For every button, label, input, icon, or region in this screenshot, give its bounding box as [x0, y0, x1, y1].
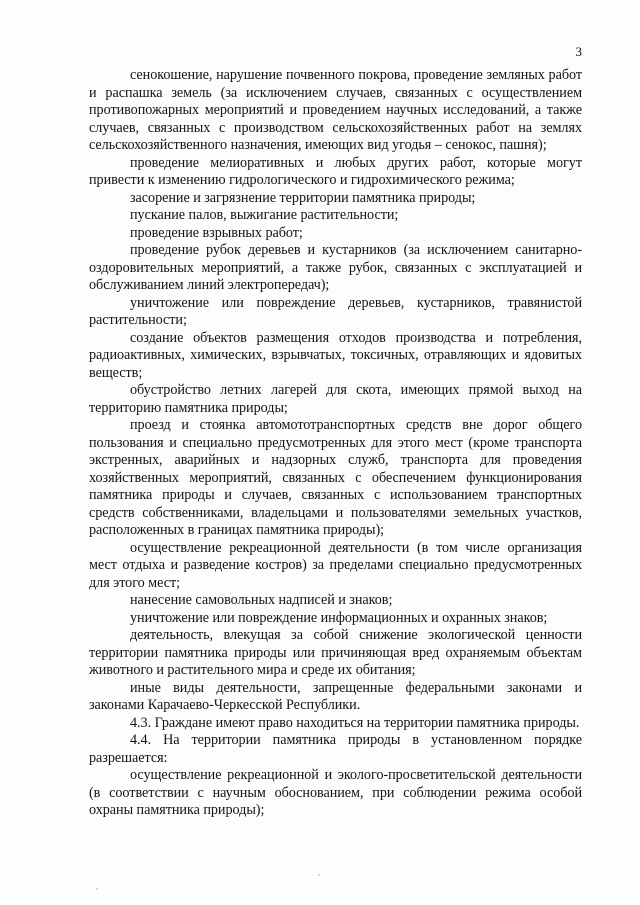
paragraph-prohibited-logging: проведение рубок деревьев и кустарников (за исключением санитарно-оздоровительных мероприятий, а также рубок, связанных с эксплуатацией и обслуживанием линий электропередач);: [89, 242, 582, 293]
paragraph-prohibited-harmful-activity: деятельность, влекущая за собой снижение экологической ценности территории памятника природы или причиняющая вред охраняемым объектам животного и растительного мира и среде их обитания;: [89, 627, 582, 678]
paragraph-prohibited-vegetation-damage: уничтожение или повреждение деревьев, кустарников, травянистой растительности;: [89, 294, 582, 328]
paragraph-prohibited-blasting: проведение взрывных работ;: [130, 224, 303, 241]
paragraph-prohibited-waste-sites: создание объектов размещения отходов производства и потребления, радиоактивных, химических, взрывчатых, токсичных, отравляющих и ядовитых веществ;: [89, 329, 582, 381]
paragraph-permitted-recreation: осуществление рекреационной и эколого-просветительской деятельности (в соответствии с научным обоснованием, при соблюдении режима особой охраны памятника природы);: [89, 767, 582, 818]
paragraph-prohibited-littering: засорение и загрязнение территории памятника природы;: [130, 189, 476, 206]
paragraph-clause-4-4: 4.4. На территории памятника природы в установленном порядке разрешается:: [89, 732, 582, 766]
paragraph-prohibited-livestock-camps: обустройство летних лагерей для скота, имеющих прямой выход на территорию памятника природы;: [89, 382, 582, 416]
paragraph-prohibited-melioration: проведение мелиоративных и любых других работ, которые могут привести к изменению гидрологического и гидрохимического режима;: [89, 154, 582, 188]
paragraph-prohibited-sign-damage: уничтожение или повреждение информационных и охранных знаков;: [130, 609, 548, 626]
paragraph-prohibited-inscriptions: нанесение самовольных надписей и знаков;: [130, 592, 393, 608]
paragraph-clause-4-3: 4.3. Граждане имеют право находиться на территории памятника природы.: [130, 714, 580, 731]
page-number: 3: [575, 44, 582, 59]
scan-speck: [318, 874, 320, 876]
paragraph-prohibited-other: иные виды деятельности, запрещенные федеральными законами и законами Карачаево-Черкесской Республики.: [89, 679, 582, 713]
document-body: [89, 67, 582, 820]
scan-speck: [96, 888, 98, 890]
paragraph-prohibited-haymaking: сенокошение, нарушение почвенного покрова, проведение земляных работ и распашка земель (за исключением случаев, связанных с осуществлением противопожарных мероприятий и проведением научных исследований, а также случаев, связанных с производством сельскохозяйственных работ на землях сельскохозяйственного назначения, имеющих вид угодья – сенокос, пашня);: [89, 67, 582, 153]
paragraph-prohibited-vehicles: проезд и стоянка автомототранспортных средств вне дорог общего пользования и специально предусмотренных для этого мест (кроме транспорта экстренных, аварийных и надзорных служб, транспорта для проведения хозяйственных мероприятий, связанных с обеспечением функционирования памятника природы и случаев, связанных с использованием транспортных средств собственниками, владельцами и пользователями земельных участков, расположенных в границах памятника природы);: [89, 417, 582, 538]
paragraph-prohibited-recreation: осуществление рекреационной деятельности (в том числе организация мест отдыха и разведение костров) за пределами специально предусмотренных для этого мест;: [89, 539, 582, 591]
paragraph-prohibited-burning: пускание палов, выжигание растительности;: [130, 207, 399, 223]
